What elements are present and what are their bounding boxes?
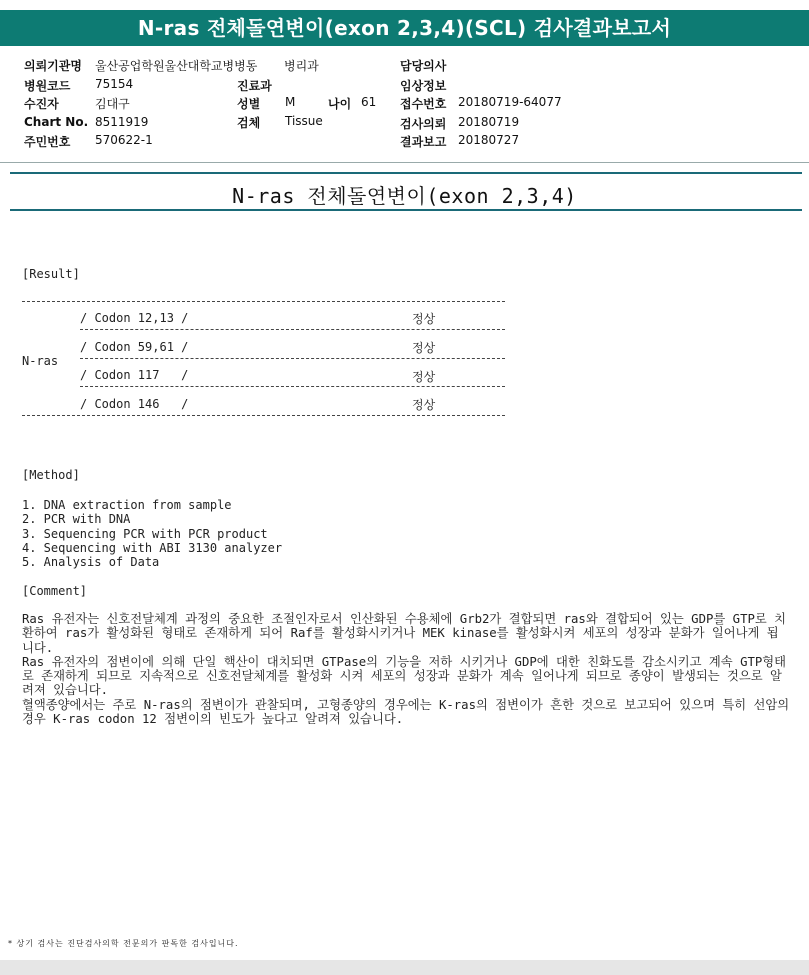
sex-value: M xyxy=(285,95,296,109)
method-item: 5. Analysis of Data xyxy=(22,555,160,569)
title-top-rule xyxy=(10,172,802,174)
chart-no-value: 8511919 xyxy=(95,115,149,129)
codon-result: 정상 xyxy=(412,341,436,355)
title-bottom-rule xyxy=(10,209,802,211)
dept-value: 병리과 xyxy=(284,59,319,73)
report-date-value: 20180727 xyxy=(458,133,520,147)
codon-label: / Codon 12,13 / xyxy=(80,311,189,325)
codon-label: / Codon 117 / xyxy=(80,368,189,382)
method-item: 3. Sequencing PCR with PCR product xyxy=(22,527,268,541)
ssn-value: 570622-1 xyxy=(95,133,153,147)
specimen-label: 검체 xyxy=(237,116,261,130)
comment-paragraph: Ras 유전자는 신호전달체계 과정의 중요한 조절인자로서 인산화된 수용체에 Grb2가 결합되면 ras와 결합되어 있는 GDP를 GTP로 치환하여 ras가 활성화된 형태로 존재하게 되어 Raf를 활성화시키거나 MEK kinase를 활성화시켜 세포의 성장과 분화가 일어나게 됩니다. xyxy=(22,612,787,655)
result-heading: [Result] xyxy=(22,267,80,281)
institution-value: 울산공업학원울산대학교병병동 xyxy=(95,59,258,73)
method-item: 4. Sequencing with ABI 3130 analyzer xyxy=(22,541,283,555)
sex-label: 성별 xyxy=(237,97,261,111)
ssn-label: 주민번호 xyxy=(24,135,71,149)
receipt-label: 접수번호 xyxy=(400,97,447,111)
comment-paragraph: 혈액종양에서는 주로 N-ras의 점변이가 관찰되며, 고형종양의 경우에는 K-ras의 점변이가 흔한 것으로 보고되어 있으며 특히 선암의 경우 K-ras codon 12 점변이의 빈도가 높다고 알려져 있습니다. xyxy=(22,697,790,727)
codon-result: 정상 xyxy=(412,370,436,384)
row-rule xyxy=(80,358,505,359)
dept-label: 진료과 xyxy=(237,79,272,93)
hospital-code-value: 75154 xyxy=(95,77,134,91)
clinical-info-label: 임상정보 xyxy=(400,79,447,93)
codon-result: 정상 xyxy=(412,312,436,326)
comment-body xyxy=(22,612,790,726)
method-heading: [Method] xyxy=(22,468,80,482)
row-rule xyxy=(80,329,505,330)
doctor-label: 담당의사 xyxy=(400,59,447,73)
method-item: 2. PCR with DNA xyxy=(22,512,131,526)
gene-name: N-ras xyxy=(22,354,59,368)
report-title: N-ras 전체돌연변이(exon 2,3,4) xyxy=(232,184,577,208)
report-header-title: N-ras 전체돌연변이(exon 2,3,4)(SCL) 검사결과보고서 xyxy=(0,10,809,46)
codon-label: / Codon 59,61 / xyxy=(80,340,189,354)
bottom-bar xyxy=(0,960,809,975)
method-item: 1. DNA extraction from sample xyxy=(22,498,232,512)
codon-result: 정상 xyxy=(412,398,436,412)
chart-no-label: Chart No. xyxy=(24,115,89,129)
age-value: 61 xyxy=(361,95,377,109)
request-value: 20180719 xyxy=(458,115,520,129)
result-bottom-rule xyxy=(22,415,505,416)
comment-heading: [Comment] xyxy=(22,584,88,598)
specimen-value: Tissue xyxy=(285,114,323,128)
hospital-code-label: 병원코드 xyxy=(24,79,71,93)
institution-label: 의뢰기관명 xyxy=(24,59,82,73)
codon-label: / Codon 146 / xyxy=(80,397,189,411)
name-value: 김대구 xyxy=(95,97,130,111)
report-date-label: 결과보고 xyxy=(400,135,447,149)
result-top-rule xyxy=(22,301,505,302)
comment-paragraph: Ras 유전자의 점변이에 의해 단일 핵산이 대치되면 GTPase의 기능을 저하 시키거나 GDP에 대한 친화도를 감소시키고 계속 GTP형태로 존재하게 되므로 지속적으로 신호전달체계를 활성화 시켜 세포의 성장과 분화가 계속 일어나게 되므로 종양이 발생되는 것으로 알려져 있습니다. xyxy=(22,654,787,698)
receipt-value: 20180719-64077 xyxy=(458,95,562,109)
name-label: 수진자 xyxy=(24,97,59,111)
age-label: 나이 xyxy=(328,97,352,111)
row-rule xyxy=(80,386,505,387)
header-separator xyxy=(0,162,809,163)
request-label: 검사의뢰 xyxy=(400,117,447,131)
footer-note: * 상기 검사는 진단검사의학 전문의가 판독한 검사입니다. xyxy=(8,939,239,948)
